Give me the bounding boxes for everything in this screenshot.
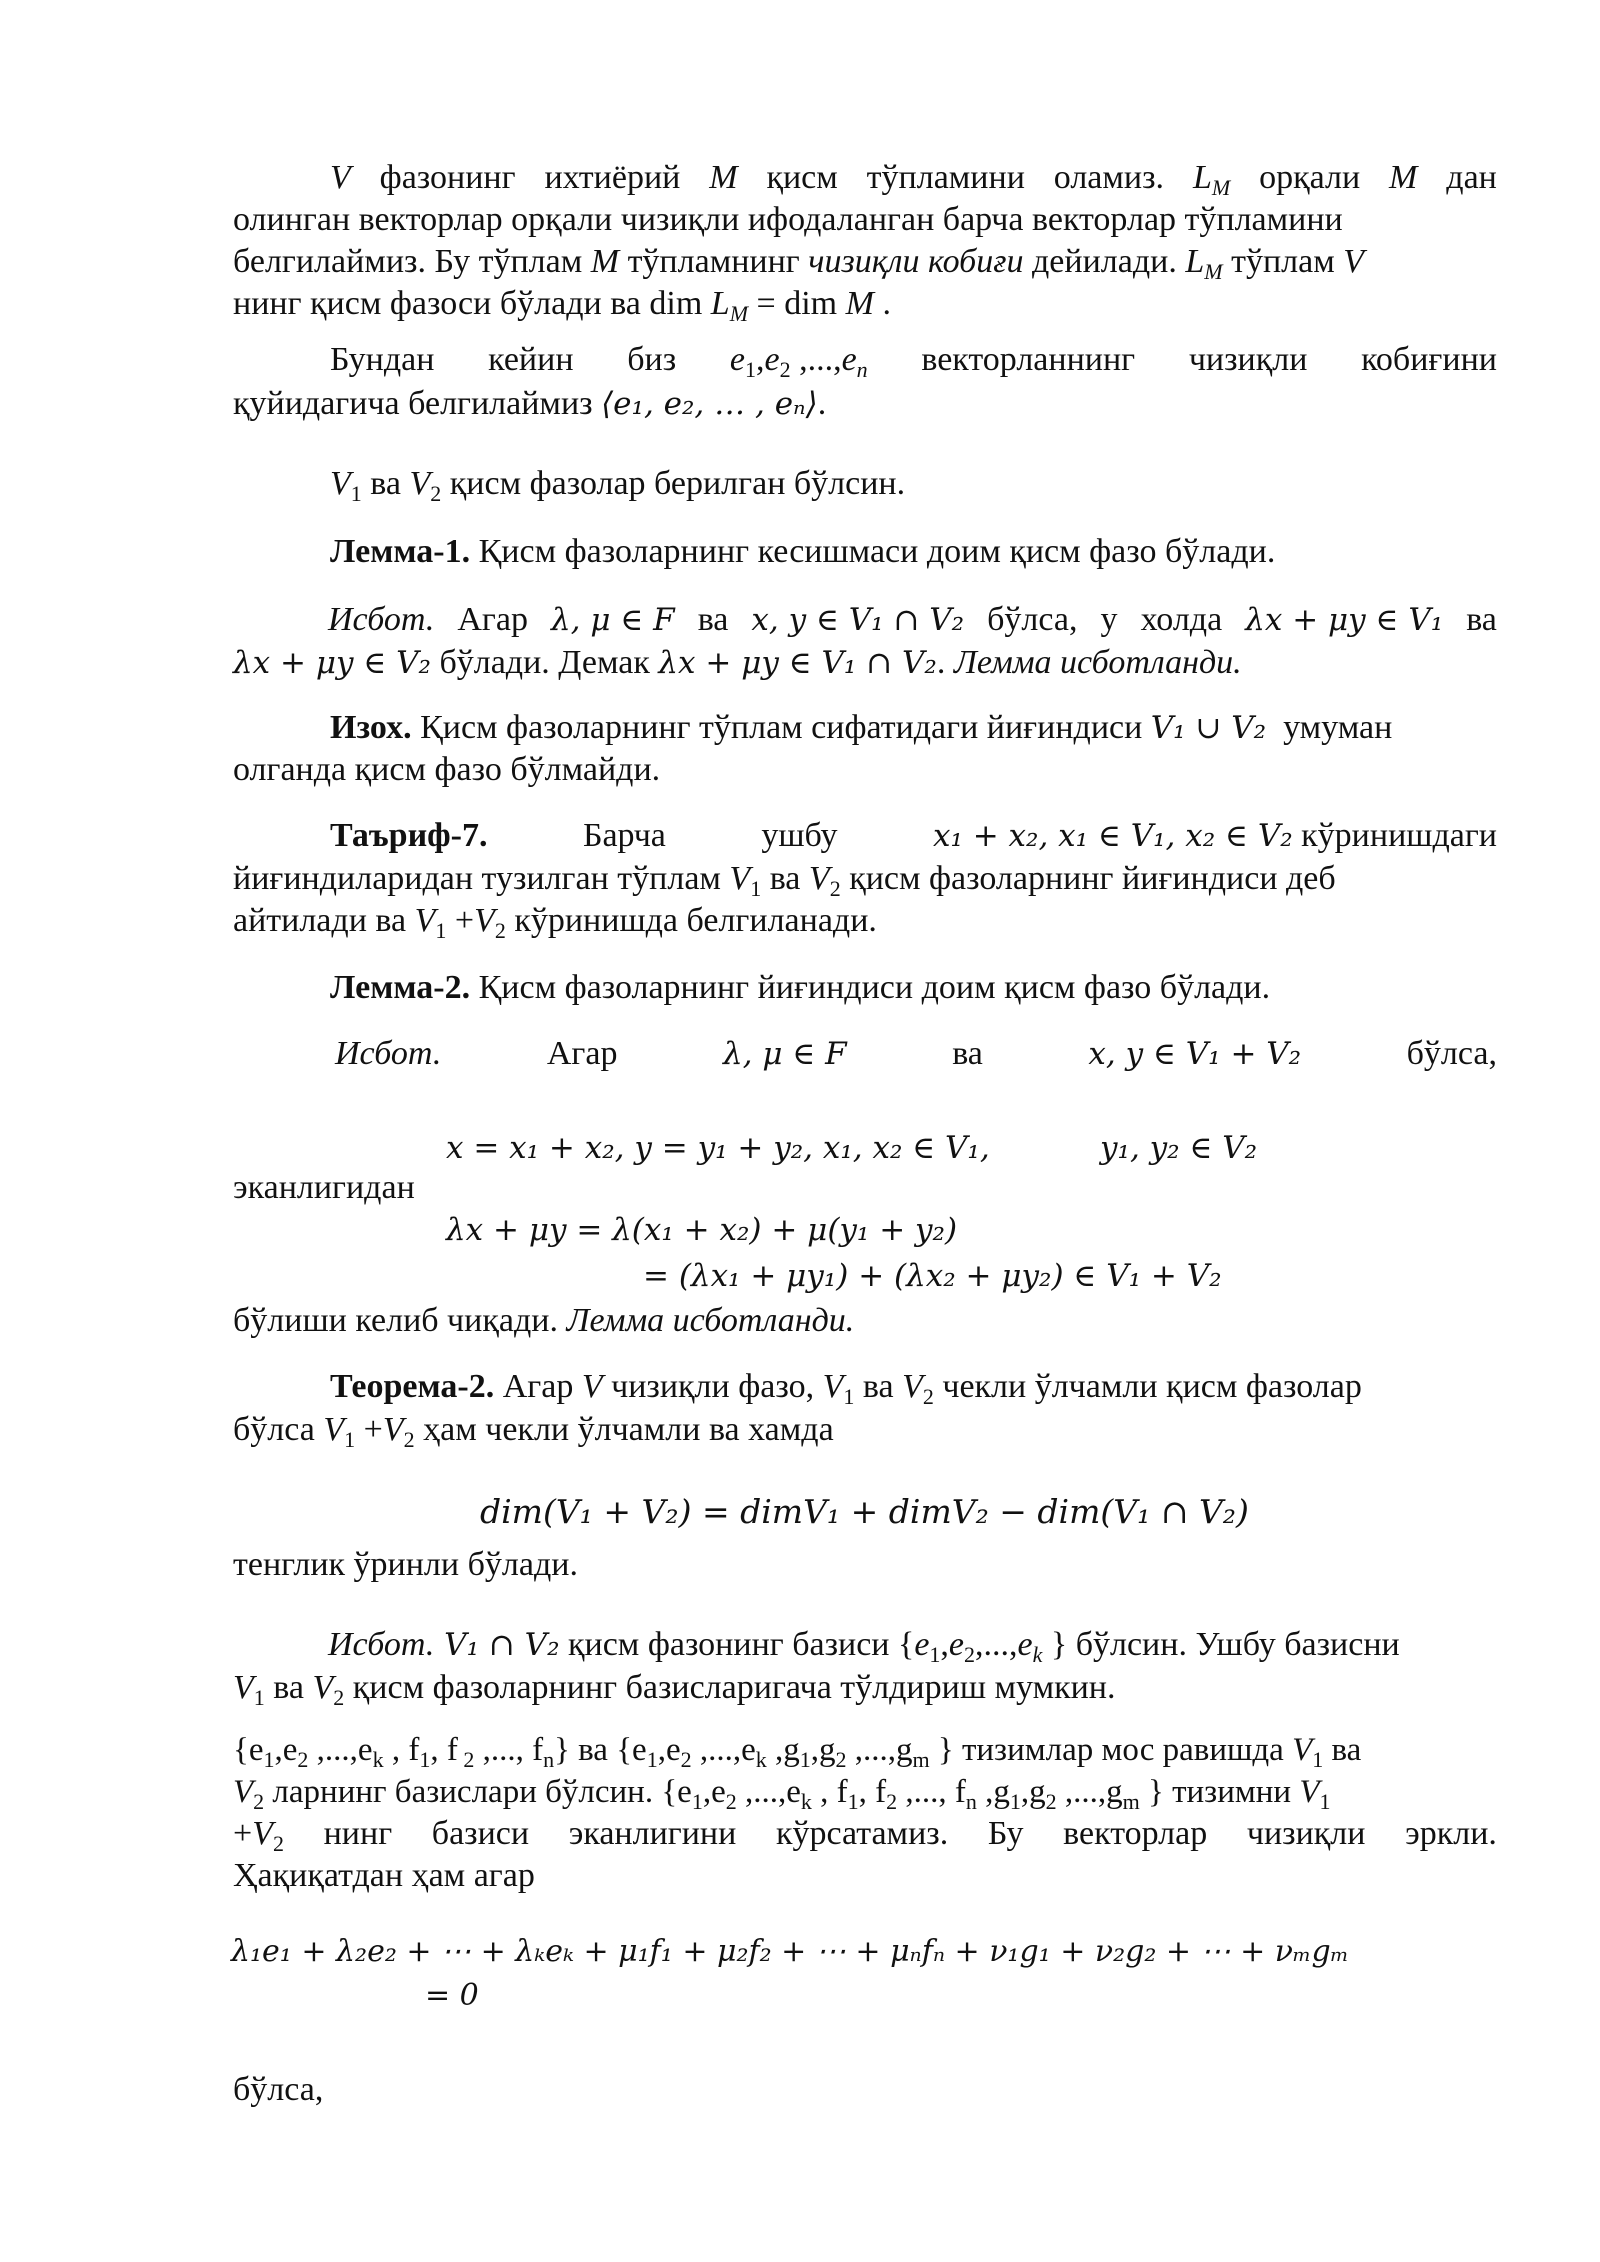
remark-line-2: олганда қисм фазо бўлмайди.: [233, 751, 661, 788]
remark-line-1: Изох. Қисм фазоларнинг тўплам сифатидаги йиғиндиси V₁ ∪ V₂ умуман: [330, 709, 1393, 746]
proof-2-equation-1b: y₁, y₂ ∈ V₂: [1100, 1130, 1258, 1166]
theorem-2-line-2: бўлса $V_1 +V_2$ ҳам чекли ўлчамли ва хамда: [233, 1411, 834, 1452]
proof-3-line-1: Исбот. V₁ ∩ V₂ қисм фазонинг базиси {$e_1,e_2,...,e_k$ } бўлсин. Ушбу базисни: [328, 1626, 1400, 1667]
lemma-2: Лемма-2. Қисм фазоларнинг йиғиндиси доим қисм фазо бўлади.: [330, 969, 1271, 1006]
theorem-2-equation: dim(V₁ + V₂) = dimV₁ + dimV₂ − dim(V₁ ∩ V₂): [480, 1492, 1249, 1531]
p4-line-5: бўлса,: [233, 2071, 324, 2108]
proof-2-line-2: эканлигидан: [233, 1169, 415, 1206]
p4-equation-2: = 0: [425, 1978, 479, 2013]
p3-line: $V_1$ ва $V_2$ қисм фазолар берилган бўлсин.: [330, 465, 906, 506]
def-7-line-3: айтилади ва $V_1 +V_2$ кўринишда белгиланади.: [233, 902, 877, 943]
p2-line-2: қуйидагича белгилаймиз ⟨e₁, e₂, … , eₙ⟩.: [233, 385, 827, 422]
p4-line-2: $V_2$ ларнинг базислари бўлсин. {$e_1,e_2$ $,...,e_k$ , $f_1$, $f_2$ ,..., $f_n$ $,g_1,g_2$ $,...,g_m$ } тизимни $V_1$: [233, 1774, 1331, 1814]
proof-2-equation-1a: x = x₁ + x₂, y = y₁ + y₂, x₁, x₂ ∈ V₁,: [446, 1130, 990, 1166]
proof-2-line-1: Исбот. Агар λ, μ ∈ F ва x, y ∈ V₁ + V₂ бўлса,: [335, 1035, 1497, 1072]
p1-line-4: нинг қисм фазоси бўлади ва dim $L_M$ = dim M .: [233, 285, 891, 326]
p2-line-1: Бундан кейин биз $e_1,e_2$ $,...,e_n$ векторланнинг чизиқли кобиғини: [330, 341, 1497, 382]
proof-1-line-2: λx + μy ∈ V₂ бўлади. Демак λx + μy ∈ V₁ ∩ V₂. Лемма исботланди.: [233, 644, 1242, 681]
p1-line-3: белгилаймиз. Бу тўплам M тўпламнинг чизиқли кобиғи дейилади. $L_M$ тўплам V: [233, 243, 1365, 284]
proof-2-equation-3: = (λx₁ + μy₁) + (λx₂ + μy₂) ∈ V₁ + V₂: [643, 1258, 1222, 1294]
def-7-line-2: йиғиндиларидан тузилган тўплам $V_1$ ва $V_2$ қисм фазоларнинг йиғиндиси деб: [233, 860, 1336, 901]
proof-2-equation-2: λx + μy = λ(x₁ + x₂) + μ(y₁ + y₂): [446, 1212, 958, 1248]
lemma-1: Лемма-1. Қисм фазоларнинг кесишмаси доим қисм фазо бўлади.: [330, 533, 1276, 570]
p4-line-1: {$e_1,e_2$ $,...,e_k$ , $f_1$, f $_2$ ,..., $f_n$} ва {$e_1,e_2$ $,...,e_k$ $,g_1,g_2$ $,...,g_m$ } тизимлар мос равишда $V_1$ ва: [233, 1732, 1362, 1772]
proof-1-line-1: Исбот. Агар λ, μ ∈ F ва x, y ∈ V₁ ∩ V₂ бўлса, у холда λx + μy ∈ V₁ ва: [328, 601, 1497, 638]
proof-3-line-2: $V_1$ ва $V_2$ қисм фазоларнинг базисларигача тўлдириш мумкин.: [233, 1669, 1116, 1710]
def-7-line-1: Таъриф-7. Барча ушбу x₁ + x₂, x₁ ∈ V₁, x₂ ∈ V₂ кўринишдаги: [330, 817, 1497, 854]
p4-equation-1: λ₁e₁ + λ₂e₂ + ⋯ + λₖeₖ + μ₁f₁ + μ₂f₂ + ⋯ + μₙfₙ + ν₁g₁ + ν₂g₂ + ⋯ + νₘgₘ: [231, 1934, 1350, 1969]
proof-2-line-3: бўлиши келиб чиқади. Лемма исботланди.: [233, 1302, 855, 1339]
theorem-2-line-1: Теорема-2. Агар V чизиқли фазо, $V_1$ ва $V_2$ чекли ўлчамли қисм фазолар: [330, 1368, 1362, 1409]
theorem-2-line-3: тенглик ўринли бўлади.: [233, 1546, 578, 1583]
p4-line-3: $+V_2$ нинг базиси эканлигини кўрсатамиз. Бу векторлар чизиқли эркли.: [233, 1815, 1497, 1856]
p1-line-2: олинган векторлар орқали чизиқли ифодаланган барча векторлар тўпламини: [233, 201, 1343, 238]
p4-line-4: Ҳақиқатдан ҳам агар: [233, 1857, 535, 1894]
p1-line-1: V фазонинг ихтиёрий M қисм тўпламини оламиз. $L_M$ орқали M дан: [330, 159, 1497, 200]
